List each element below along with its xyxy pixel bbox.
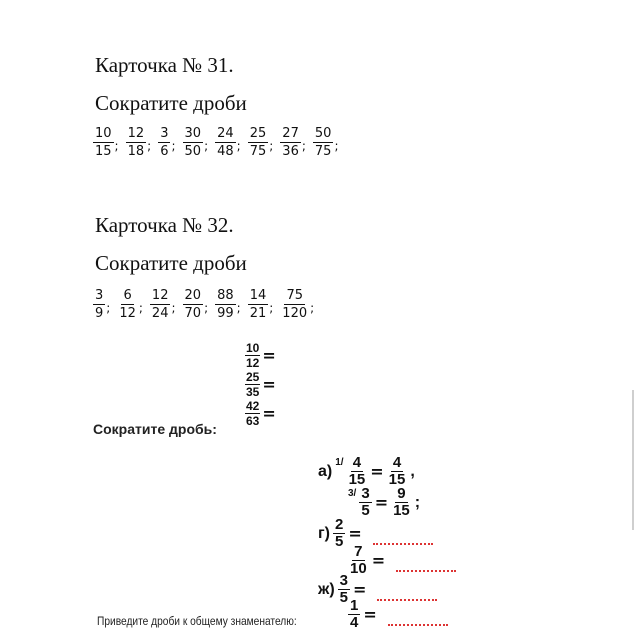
card-31-instruction: Сократите дроби	[95, 91, 247, 115]
separator: ;	[334, 139, 339, 153]
numerator: 3	[160, 126, 169, 141]
fraction	[183, 126, 204, 159]
page-edge-divider	[632, 390, 634, 530]
denominator: 75	[314, 144, 332, 159]
equals-sign: =	[371, 551, 386, 570]
numerator: 3	[361, 485, 370, 502]
separator: ;	[204, 139, 209, 153]
numerator: 88	[217, 288, 234, 303]
denominator: 75	[249, 144, 267, 159]
denominator: 120	[282, 306, 308, 321]
denominator: 9	[95, 306, 104, 321]
denominator: 18	[127, 144, 145, 159]
separator: ;	[138, 301, 143, 315]
denominator: 15	[393, 502, 410, 519]
exercise1-row-3	[245, 400, 276, 427]
exercise2-row-a2	[348, 487, 420, 518]
answer-blank	[396, 569, 456, 572]
fraction	[387, 456, 408, 487]
separator: ;	[236, 301, 241, 315]
numerator: 42	[246, 399, 260, 413]
fraction	[93, 126, 114, 159]
numerator: 14	[249, 288, 267, 303]
exercise1-row-2	[245, 371, 276, 398]
exercise-common-denominator	[310, 450, 480, 615]
separator: ;	[147, 139, 152, 153]
denominator: 5	[335, 533, 344, 550]
fraction	[359, 487, 371, 518]
card-32-fractions	[93, 288, 321, 321]
exercise2-row-g2	[348, 545, 456, 576]
numerator: 6	[123, 288, 132, 303]
numerator: 20	[184, 288, 202, 303]
card-32-instruction: Сократите дроби	[95, 251, 247, 275]
card-31-title: Карточка № 31.	[95, 53, 234, 77]
denominator: 15	[348, 471, 366, 488]
fraction	[347, 456, 368, 487]
separator: ;	[269, 139, 274, 153]
fraction	[245, 342, 260, 369]
equals-sign: =	[262, 346, 276, 365]
numerator: 12	[127, 126, 145, 141]
denominator: 21	[249, 306, 267, 321]
fraction	[183, 288, 204, 321]
numerator: 12	[151, 288, 169, 303]
separator: ;	[236, 139, 241, 153]
denominator: 50	[184, 144, 202, 159]
denominator: 35	[246, 385, 260, 399]
separator: ;	[269, 301, 274, 315]
fraction	[280, 126, 301, 159]
denominator: 5	[361, 502, 370, 519]
numerator: 75	[286, 288, 303, 303]
denominator: 10	[350, 560, 367, 577]
fraction	[348, 599, 360, 630]
fraction	[348, 545, 369, 576]
numerator: 30	[184, 126, 202, 141]
numerator: 27	[282, 126, 299, 141]
numerator: 50	[314, 126, 332, 141]
separator: ;	[171, 139, 176, 153]
numerator: 9	[397, 485, 406, 502]
denominator: 4	[350, 614, 359, 631]
numerator: 24	[217, 126, 234, 141]
punctuation: ,	[410, 462, 415, 480]
fraction	[117, 288, 138, 321]
exercise-reduce-fraction	[93, 338, 293, 443]
denominator: 70	[184, 306, 202, 321]
equals-sign: =	[348, 524, 362, 543]
denominator: 12	[119, 306, 136, 321]
punctuation: ;	[414, 493, 421, 511]
numerator: 25	[249, 126, 267, 141]
fraction	[280, 288, 309, 321]
numerator: 4	[352, 454, 362, 471]
fraction	[215, 288, 236, 321]
denominator: 5	[339, 589, 349, 606]
fraction	[126, 126, 147, 159]
separator: ;	[171, 301, 176, 315]
fraction	[150, 288, 171, 321]
separator: ;	[310, 301, 315, 315]
fraction	[93, 288, 105, 321]
exercise2-row-a	[318, 456, 415, 487]
separator: ;	[301, 139, 306, 153]
fraction	[248, 126, 269, 159]
numerator: 7	[354, 543, 363, 560]
numerator: 10	[95, 126, 112, 141]
multiplier: 1/	[335, 457, 344, 468]
item-label-a: а)	[318, 462, 333, 480]
denominator: 24	[151, 306, 169, 321]
numerator: 10	[246, 341, 260, 355]
numerator: 3	[95, 288, 104, 303]
denominator: 12	[246, 356, 260, 370]
exercise2-caption: Приведите дроби к общему знаменателю:	[97, 614, 297, 628]
denominator: 63	[246, 414, 260, 428]
equals-sign: =	[262, 404, 276, 423]
fraction	[313, 126, 334, 159]
denominator: 99	[217, 306, 234, 321]
denominator: 15	[388, 471, 406, 488]
numerator: 25	[246, 370, 260, 384]
denominator: 36	[282, 144, 299, 159]
answer-blank	[388, 623, 448, 626]
fraction	[215, 126, 236, 159]
multiplier: 3/	[348, 488, 357, 499]
fraction	[245, 371, 260, 398]
numerator: 1	[350, 597, 359, 614]
denominator: 48	[217, 144, 234, 159]
fraction	[245, 400, 260, 427]
exercise1-caption: Сократите дробь:	[93, 421, 217, 437]
fraction	[333, 518, 345, 549]
fraction	[391, 487, 412, 518]
equals-sign: =	[374, 493, 389, 512]
numerator: 3	[339, 572, 349, 589]
separator: ;	[204, 301, 209, 315]
fraction	[158, 126, 170, 159]
separator: ;	[114, 139, 119, 153]
equals-sign: =	[262, 375, 276, 394]
fraction	[248, 288, 269, 321]
exercise2-row-zh2	[348, 599, 448, 630]
equals-sign: =	[370, 462, 384, 481]
separator: ;	[106, 301, 111, 315]
equals-sign: =	[363, 605, 377, 624]
card-31-fractions	[93, 126, 345, 159]
card-32-title: Карточка № 32.	[95, 213, 234, 237]
denominator: 15	[95, 144, 112, 159]
exercise1-row-1	[245, 342, 276, 369]
equals-sign: =	[353, 580, 367, 599]
denominator: 6	[160, 144, 169, 159]
numerator: 2	[335, 516, 344, 533]
item-label-g: г)	[318, 524, 330, 542]
numerator: 4	[392, 454, 402, 471]
item-label-zh: ж)	[318, 580, 335, 598]
